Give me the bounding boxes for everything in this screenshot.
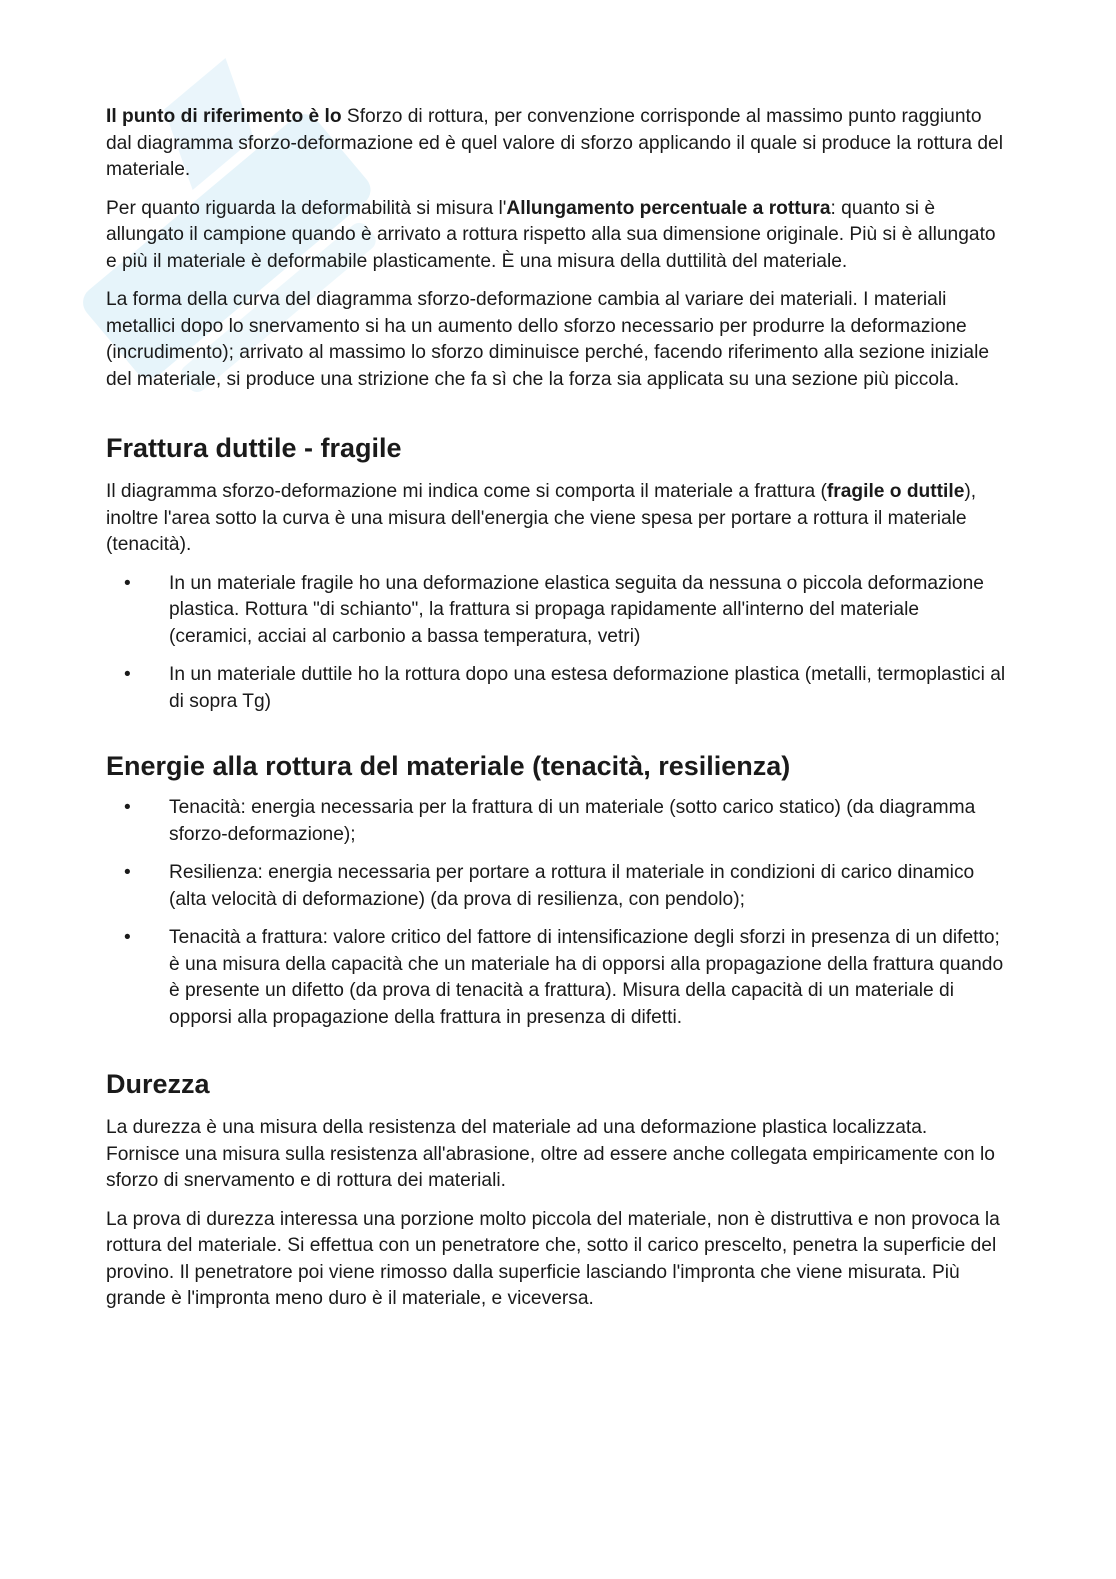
paragraph-lead-bold: Il punto di riferimento è lo [106,106,342,127]
paragraph-allungamento [106,196,1006,276]
document-page [106,104,1006,1325]
paragraph-text: Per quanto riguarda la deformabilità si misura l' [106,197,507,219]
bullet-glyph: • [124,797,131,818]
list-item [106,860,1006,913]
bullet-glyph: • [124,862,131,883]
list-item-text: In un materiale duttile ho la rottura dopo una estesa deformazione plastica (metalli, termoplastici al di sopra Tg) [169,664,1006,712]
list-energie [106,795,1006,1031]
bullet-glyph: • [124,664,131,685]
list-item [106,795,1006,848]
paragraph-frattura-intro [106,479,1006,559]
paragraph-bold: Allungamento percentuale a rottura [506,197,831,219]
paragraph-durezza-2: La prova di durezza interessa una porzione molto piccola del materiale, non è distruttiva e non provoca la rottura del materiale. Si effettua con un penetratore che, sotto il carico prescelto, penetra la superficie del provino. Il penetratore poi viene rimosso dalla superficie lasciando l'impronta che viene misurata. Più grande è l'impronta meno duro è il materiale, e viceversa. [106,1208,1000,1309]
paragraph-bold: fragile o duttile [826,481,965,502]
list-frattura [106,571,1006,716]
heading-durezza: Durezza [106,1069,210,1099]
heading-frattura: Frattura duttile - fragile [106,433,402,463]
paragraph-text: ), inoltre l'area sotto la curva è una misura dell'energia che viene spesa per portare a rottura il materiale (tenacità). [106,481,977,555]
list-item [106,662,1006,715]
list-item-text: Resilienza: energia necessaria per portare a rottura il materiale in condizioni di carico dinamico (alta velocità di deformazione) (da prova di resilienza, con pendolo); [169,862,975,910]
paragraph-forma-curva: La forma della curva del diagramma sforzo-deformazione cambia al variare dei materiali. I materiali metallici dopo lo snervamento si ha un aumento dello sforzo necessario per produrre la deformazione (incrudimento); arrivato al massimo lo sforzo diminuisce perché, facendo riferimento alla sezione iniziale del materiale, si produce una strizione che fa sì che la forza sia applicata su una sezione più piccola. [106,289,990,390]
bullet-glyph: • [124,572,131,594]
heading-energie: Energie alla rottura del materiale (tenacità, resilienza) [106,751,791,781]
list-item-text: In un materiale fragile ho una deformazione elastica seguita da nessuna o piccola deformazione plastica. Rottura "di schianto", la frattura si propaga rapidamente all'interno del materiale (ceramici, acciai al carbonio a bassa temperatura, vetri) [169,572,984,647]
list-item-text: Tenacità a frattura: valore critico del fattore di intensificazione degli sforzi in presenza di un difetto; è una misura della capacità che un materiale ha di opporsi alla propagazione della frattura quando è presente un difetto (da prova di tenacità a frattura). Misura della capacità di un materiale di opporsi alla propagazione della frattura in presenza di difetti. [169,927,1004,1028]
paragraph-text: Sforzo di rottura, per convenzione corrisponde al massimo punto raggiunto dal diagramma sforzo-deformazione ed è quel valore di sforzo applicando il quale si produce la rottura del materiale. [106,106,1003,180]
paragraph-text: : quanto si è allungato il campione quando è arrivato a rottura rispetto alla sua dimensione originale. Più si è allungato e più il materiale è deformabile plasticamente. È una misura della duttilità del materiale. [106,197,996,272]
list-item-text: Tenacità: energia necessaria per la frattura di un materiale (sotto carico statico) (da diagramma sforzo-deformazione); [169,797,976,845]
list-item [106,571,1006,651]
paragraph-sforzo-rottura [106,104,1006,184]
paragraph-text: Il diagramma sforzo-deformazione mi indica come si comporta il materiale a frattura ( [106,481,827,502]
list-item [106,925,1006,1031]
paragraph-durezza-1: La durezza è una misura della resistenza del materiale ad una deformazione plastica localizzata. Fornisce una misura sulla resistenza all'abrasione, oltre ad essere anche collegata empiricamente con lo sforzo di snervamento e di rottura dei materiali. [106,1117,995,1191]
bullet-glyph: • [124,927,131,948]
